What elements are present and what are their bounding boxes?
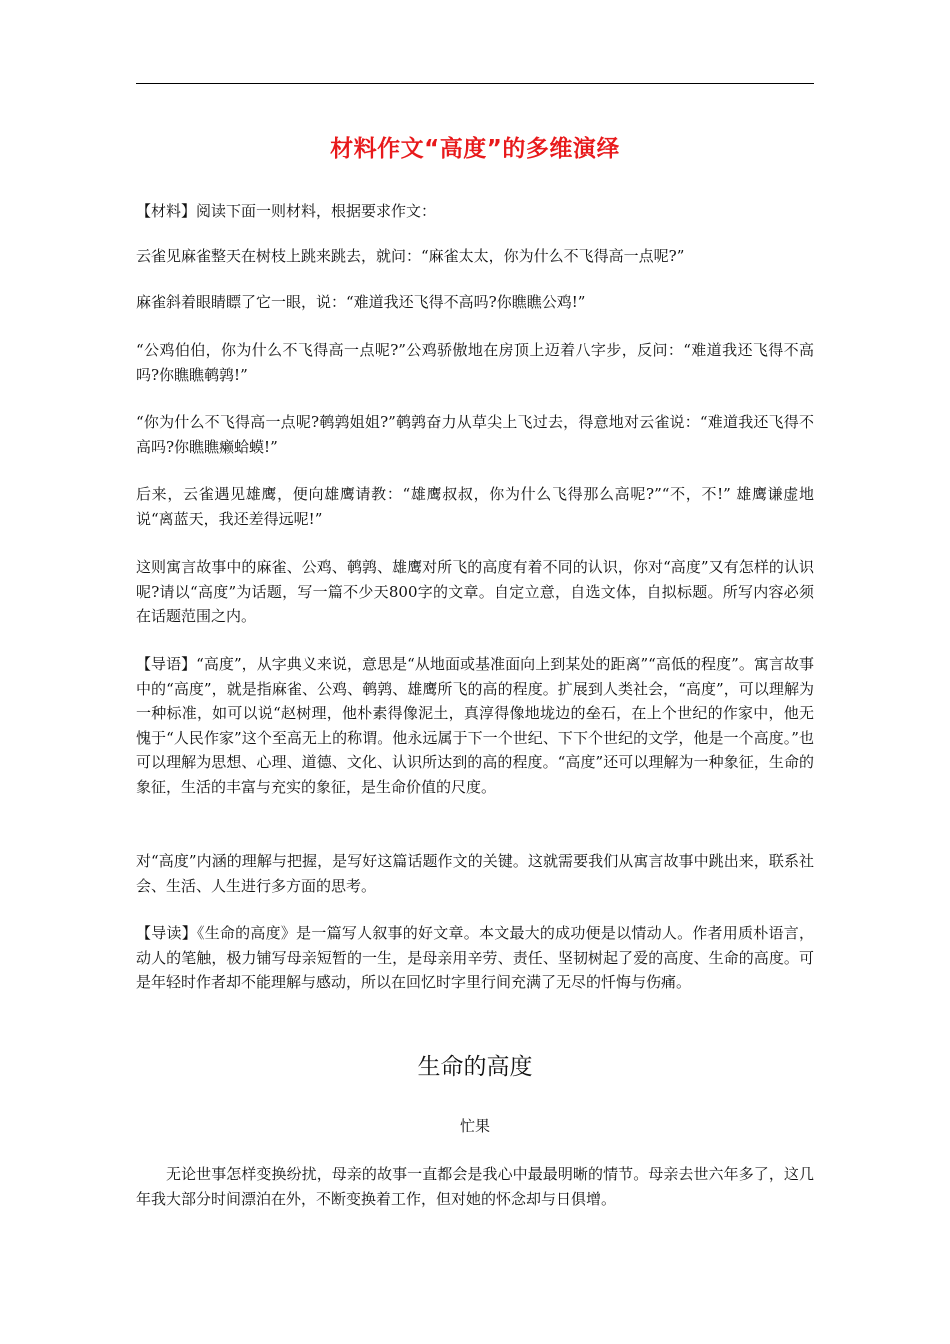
header-rule <box>136 83 814 84</box>
writing-prompt: 这则寓言故事中的麻雀、公鸡、鹌鹑、雄鹰对所飞的高度有着不同的认识，你对“高度”又有怎样的认识呢?请以“高度”为话题，写一篇不少天800字的文章。自定立意，自选文体，自拟标题。所写内容必须在话题范围之内。 <box>136 558 814 625</box>
story-paragraph-5: 后来，云雀遇见雄鹰，便向雄鹰请教：“雄鹰叔叔，你为什么飞得那么高呢?”“不，不!” 雄鹰谦虚地说“离蓝天，我还差得远呢!” <box>136 485 814 528</box>
essay-title: 生命的高度 <box>417 1054 533 1080</box>
essay-opening-paragraph: 无论世事怎样变换纷扰，母亲的故事一直都会是我心中最最明晰的情节。母亲去世六年多了，这几年我大部分时间漂泊在外，不断变换着工作，但对她的怀念却与日俱增。 <box>136 1165 814 1208</box>
reading-guide-paragraph: 【导读】《生命的高度》是一篇写人叙事的好文章。本文最大的成功便是以情动人。作者用质朴语言，动人的笔触，极力铺写母亲短暂的一生，是母亲用辛劳、责任、坚韧树起了爱的高度、生命的高度。可是年轻时作者却不能理解与感动，所以在回忆时字里行间充满了无尽的忏悔与伤痛。 <box>136 924 814 991</box>
document-title: 材料作文“高度”的多维演绎 <box>330 136 620 162</box>
story-paragraph-3: “公鸡伯伯，你为什么不飞得高一点呢?”公鸡骄傲地在房顶上迈着八字步，反问：“难道我还飞得不高吗?你瞧瞧鹌鹑!” <box>136 341 814 384</box>
material-intro: 【材料】阅读下面一则材料，根据要求作文： <box>136 202 437 220</box>
story-paragraph-2: 麻雀斜着眼睛瞟了它一眼，说：“难道我还飞得不高吗?你瞧瞧公鸡!” <box>136 293 586 311</box>
key-paragraph: 对“高度”内涵的理解与把握，是写好这篇话题作文的关键。这就需要我们从寓言故事中跳出来，联系社会、生活、人生进行多方面的思考。 <box>136 852 814 895</box>
story-paragraph-4: “你为什么不飞得高一点呢?鹌鹑姐姐?”鹌鹑奋力从草尖上飞过去，得意地对云雀说：“难道我还飞得不高吗?你瞧瞧癞蛤蟆!” <box>136 413 814 456</box>
story-paragraph-1: 云雀见麻雀整天在树枝上跳来跳去，就问：“麻雀太太，你为什么不飞得高一点呢?” <box>136 247 685 265</box>
guide-paragraph: 【导语】“高度”，从字典义来说，意思是“从地面或基准面向上到某处的距离”“高低的程度”。寓言故事中的“高度”，就是指麻雀、公鸡、鹌鹑、雄鹰所飞的高的程度。扩展到人类社会，“高度”，可以理解为一种标准，如可以说“赵树理，他朴素得像泥土，真淳得像地垅边的垒石，在上个世纪的作家中，他无愧于“人民作家”这个至高无上的称谓。他永远属于下一个世纪、下下个世纪的文学，他是一个高度。”也可以理解为思想、心理、道德、文化、认识所达到的高的程度。“高度”还可以理解为一种象征，生命的象征，生活的丰富与充实的象征，是生命价值的尺度。 <box>136 655 814 796</box>
essay-author: 忙果 <box>459 1117 490 1135</box>
